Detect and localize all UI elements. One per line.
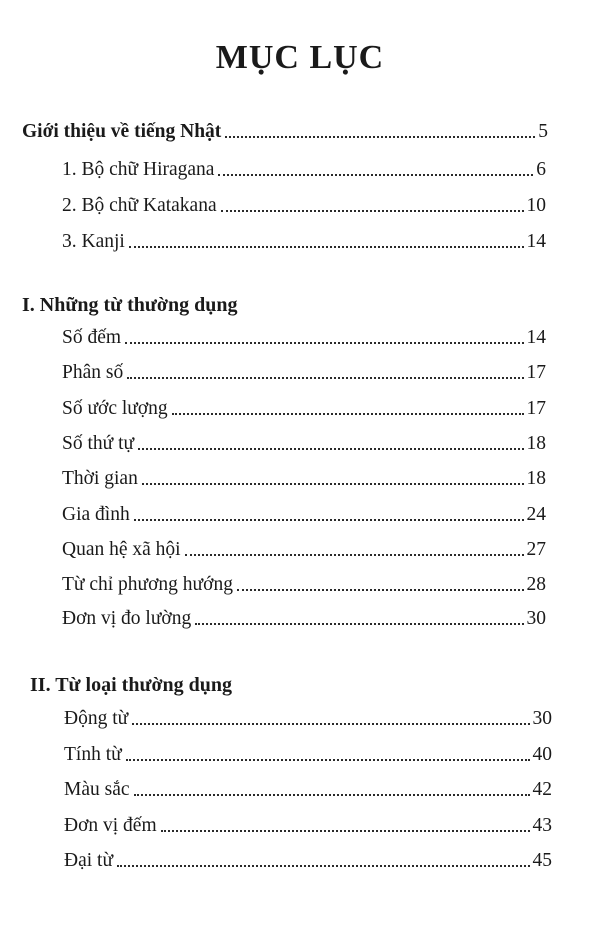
dot-leader — [134, 519, 524, 521]
toc-entry-label: Đơn vị đếm — [64, 815, 157, 836]
dot-leader — [218, 174, 533, 176]
toc-entry-page: 27 — [526, 539, 546, 560]
dot-leader — [138, 448, 523, 450]
dot-leader — [132, 723, 529, 725]
toc-entry[interactable] — [62, 355, 546, 385]
toc-entry-label: 3. Kanji — [62, 231, 125, 252]
toc-entry-page: 6 — [536, 159, 546, 180]
section-heading-2: II. Từ loại thường dụng — [30, 674, 233, 696]
toc-entry[interactable] — [62, 567, 546, 597]
toc-entry[interactable] — [64, 701, 552, 731]
toc-entry-kanji[interactable] — [62, 224, 546, 254]
dot-leader — [225, 136, 535, 138]
toc-entry-page: 14 — [526, 231, 546, 252]
toc-entry-label: Từ chỉ phương hướng — [62, 574, 233, 595]
toc-entry[interactable] — [64, 808, 552, 838]
toc-entry-label: Gia đình — [62, 504, 130, 525]
dot-leader — [161, 830, 530, 832]
toc-entry[interactable] — [64, 737, 552, 767]
toc-entry-page: 24 — [526, 504, 546, 525]
toc-entry-page: 5 — [538, 121, 548, 142]
toc-entry-label: Đơn vị đo lường — [62, 608, 192, 629]
toc-entry-label: Giới thiệu về tiếng Nhật — [22, 121, 222, 142]
dot-leader — [125, 342, 523, 344]
dot-leader — [142, 483, 524, 485]
toc-entry-label: Số thứ tự — [62, 433, 135, 454]
toc-entry-label: 1. Bộ chữ Hiragana — [62, 159, 215, 180]
toc-entry-page: 10 — [526, 195, 546, 216]
toc-entry[interactable] — [62, 601, 546, 631]
dot-leader — [117, 865, 529, 867]
toc-entry-page: 43 — [532, 815, 552, 836]
section-heading-1: I. Những từ thường dụng — [22, 294, 238, 316]
toc-entry-label: Số ước lượng — [62, 398, 168, 419]
toc-entry-label: Màu sắc — [64, 779, 130, 800]
toc-entry-page: 30 — [526, 608, 546, 629]
toc-entry[interactable] — [64, 843, 552, 873]
toc-entry-label: Số đếm — [62, 327, 122, 348]
toc-entry-label: Đại từ — [64, 850, 114, 871]
toc-entry-label: Thời gian — [62, 468, 138, 489]
dot-leader — [127, 377, 523, 379]
toc-entry-hiragana[interactable] — [62, 152, 546, 182]
toc-entry[interactable] — [62, 497, 546, 527]
toc-entry[interactable] — [62, 532, 546, 562]
toc-entry[interactable] — [62, 391, 546, 421]
dot-leader — [172, 413, 524, 415]
dot-leader — [185, 554, 524, 556]
toc-entry-page: 42 — [532, 779, 552, 800]
toc-entry-page: 17 — [526, 398, 546, 419]
toc-entry[interactable] — [62, 461, 546, 491]
toc-entry-page: 45 — [532, 850, 552, 871]
toc-entry-page: 14 — [526, 327, 546, 348]
toc-entry[interactable] — [62, 426, 546, 456]
toc-entry-label: Quan hệ xã hội — [62, 539, 181, 560]
dot-leader — [195, 623, 523, 625]
dot-leader — [126, 759, 530, 761]
toc-entry-label: Phân số — [62, 362, 124, 383]
toc-entry-intro[interactable] — [22, 114, 548, 144]
dot-leader — [134, 794, 530, 796]
toc-entry[interactable] — [64, 772, 552, 802]
toc-entry[interactable] — [62, 320, 546, 350]
toc-entry-label: 2. Bộ chữ Katakana — [62, 195, 217, 216]
dot-leader — [221, 210, 524, 212]
toc-entry-page: 17 — [526, 362, 546, 383]
toc-entry-page: 30 — [532, 708, 552, 729]
toc-entry-label: Động từ — [64, 708, 129, 729]
toc-entry-page: 28 — [526, 574, 546, 595]
toc-entry-label: Tính từ — [64, 744, 122, 765]
toc-entry-page: 40 — [532, 744, 552, 765]
page-title: MỤC LỤC — [215, 39, 385, 76]
dot-leader — [129, 246, 524, 248]
toc-entry-katakana[interactable] — [62, 188, 546, 218]
dot-leader — [237, 589, 524, 591]
toc-entry-page: 18 — [526, 433, 546, 454]
toc-entry-page: 18 — [526, 468, 546, 489]
